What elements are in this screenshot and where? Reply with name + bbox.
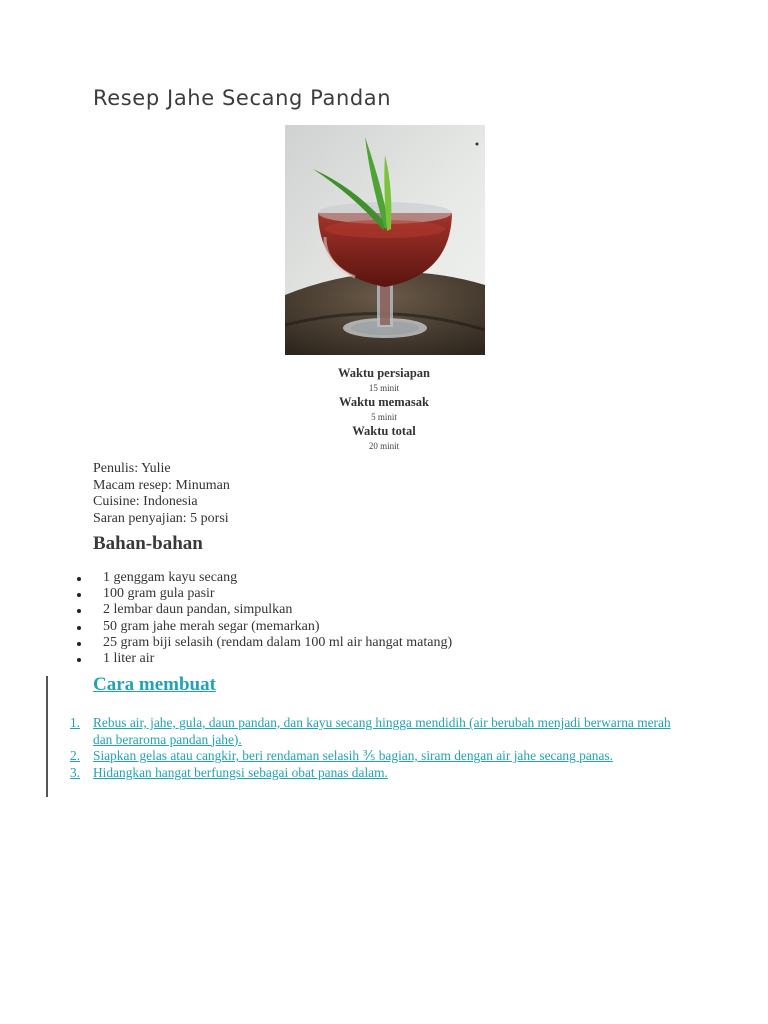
prep-time-value: 15 minit [368,383,400,393]
step-item[interactable] [70,748,690,765]
ingredients-heading: Bahan-bahan [93,533,203,554]
recipe-photo [285,125,485,355]
step-number: 1. [70,715,81,730]
steps-list [70,715,690,781]
list-item: 100 gram gula pasir [72,586,452,602]
prep-time-label: Waktu persiapan [337,366,431,380]
meta-type: Macam resep: Minuman [93,477,230,493]
step-number: 3. [70,764,81,780]
list-item: 1 genggam kayu secang [72,570,452,586]
list-item: 1 liter air [72,651,452,667]
ingredients-list [72,570,452,667]
page-title: Resep Jahe Secang Pandan [93,86,392,110]
cook-time-value: 5 minit [371,412,397,422]
step-item[interactable] [70,715,690,748]
steps-heading[interactable]: Cara membuat [93,674,216,695]
step-text[interactable]: Rebus air, jahe, gula, daun pandan, dan kayu secang hingga mendidih (air berubah menjadi berwarna merah dan beraroma pandan jahe). [93,715,671,747]
cook-time-label: Waktu memasak [339,395,429,409]
step-text[interactable]: Siapkan gelas atau cangkir, beri rendaman selasih ⅗ bagian, siram dengan air jahe secang panas. [93,748,613,763]
step-text[interactable]: Hidangkan hangat berfungsi sebagai obat panas dalam. [93,764,388,780]
meta-cuisine: Cuisine: Indonesia [93,494,198,509]
step-item[interactable] [70,765,690,782]
total-time-label: Waktu total [352,424,416,438]
list-item: 2 lembar daun pandan, simpulkan [72,602,452,618]
change-bar [46,676,48,797]
meta-servings: Saran penyajian: 5 porsi [93,510,229,526]
list-item: 25 gram biji selasih (rendam dalam 100 ml air hangat matang) [72,635,452,651]
time-info [284,366,484,453]
list-item: 50 gram jahe merah segar (memarkan) [72,619,452,635]
recipe-meta [93,461,230,527]
total-time-value: 20 minit [368,441,400,451]
step-number: 2. [70,748,81,763]
meta-author: Penulis: Yulie [93,461,171,476]
